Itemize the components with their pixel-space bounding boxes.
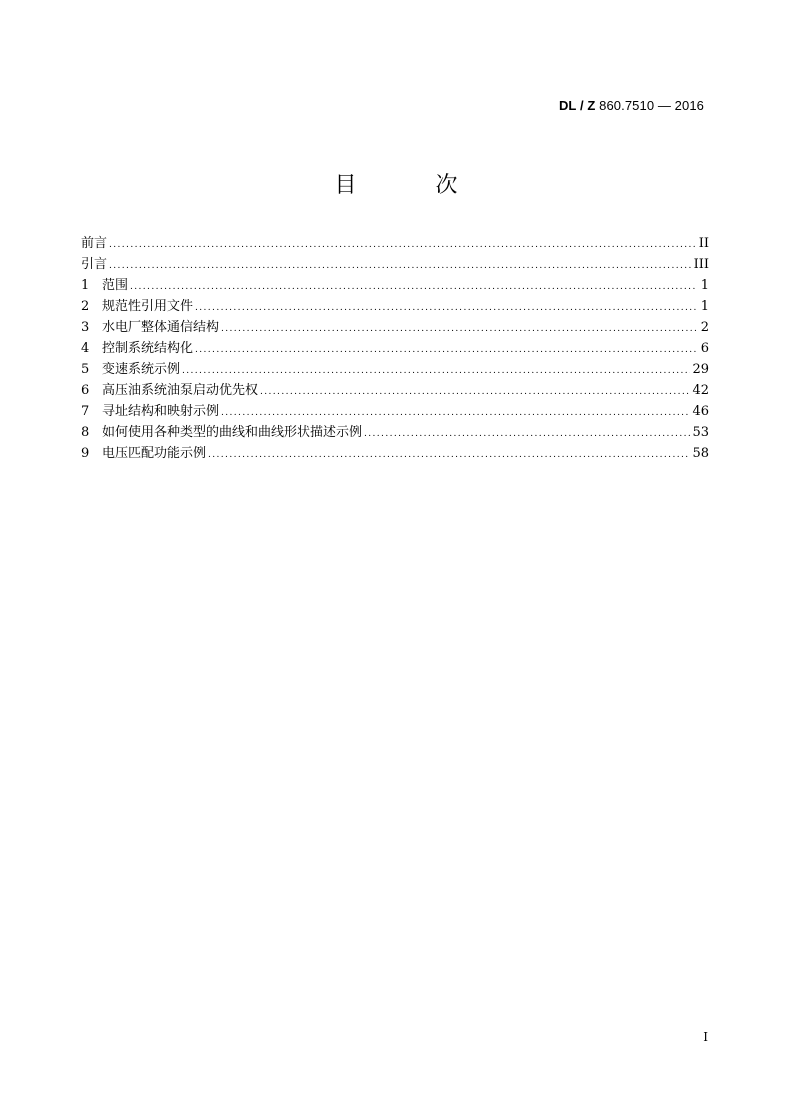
toc-label: 范围 [102,278,129,293]
toc-entry-3[interactable] [81,317,709,338]
toc-leader [260,382,690,403]
toc-leader [221,403,690,424]
toc-label: 如何使用各种类型的曲线和曲线形状描述示例 [102,425,363,440]
toc-section-number: 3 [81,320,90,335]
toc-entry-7[interactable] [81,401,709,422]
toc-section-number: 9 [81,446,90,461]
toc-label: 寻址结构和映射示例 [102,404,220,419]
toc-entry-2[interactable] [81,296,709,317]
toc-leader [208,445,690,466]
toc-label: 高压油系统油泵启动优先权 [102,383,259,398]
page-title: 目 次 [334,173,494,198]
toc-leader [109,256,692,277]
toc-page-number: 42 [692,383,709,398]
toc-page-number: 6 [700,341,709,356]
toc-page-number: 29 [692,362,709,377]
table-of-contents [81,233,709,464]
toc-page-number: 53 [692,425,709,440]
toc-section-number: 7 [81,404,90,419]
toc-leader [221,319,697,340]
toc-entry-5[interactable] [81,359,709,380]
toc-page-number: 1 [700,299,709,314]
toc-leader [195,340,697,361]
toc-label: 变速系统示例 [102,362,181,377]
toc-entry-6[interactable] [81,380,709,401]
toc-entry-introduction[interactable] [81,254,709,275]
toc-entry-foreword[interactable] [81,233,709,254]
toc-page-number: II [698,236,709,251]
toc-section-number: 6 [81,383,90,398]
toc-label: 控制系统结构化 [102,341,194,356]
toc-leader [182,361,690,382]
toc-leader [364,424,690,445]
page-number: I [703,1030,708,1044]
toc-page-number: III [693,257,709,272]
toc-page-number: 2 [700,320,709,335]
document-code [559,98,704,113]
toc-entry-8[interactable] [81,422,709,443]
toc-leader [195,298,697,319]
toc-section-number: 1 [81,278,90,293]
toc-leader [109,235,697,256]
toc-label: 水电厂整体通信结构 [102,320,220,335]
toc-entry-4[interactable] [81,338,709,359]
toc-entry-9[interactable] [81,443,709,464]
toc-page-number: 58 [692,446,709,461]
document-code-number: 860.7510 — 2016 [595,98,704,113]
toc-section-number: 4 [81,341,90,356]
toc-leader [130,277,697,298]
toc-section-number: 5 [81,362,90,377]
toc-label: 引言 [81,257,108,272]
document-code-prefix: DL / Z [558,98,596,113]
toc-label: 规范性引用文件 [102,299,194,314]
toc-section-number: 2 [81,299,90,314]
toc-entry-1[interactable] [81,275,709,296]
toc-page-number: 1 [700,278,709,293]
toc-page-number: 46 [692,404,709,419]
toc-label: 前言 [81,236,108,251]
toc-section-number: 8 [81,425,90,440]
toc-label: 电压匹配功能示例 [102,446,207,461]
